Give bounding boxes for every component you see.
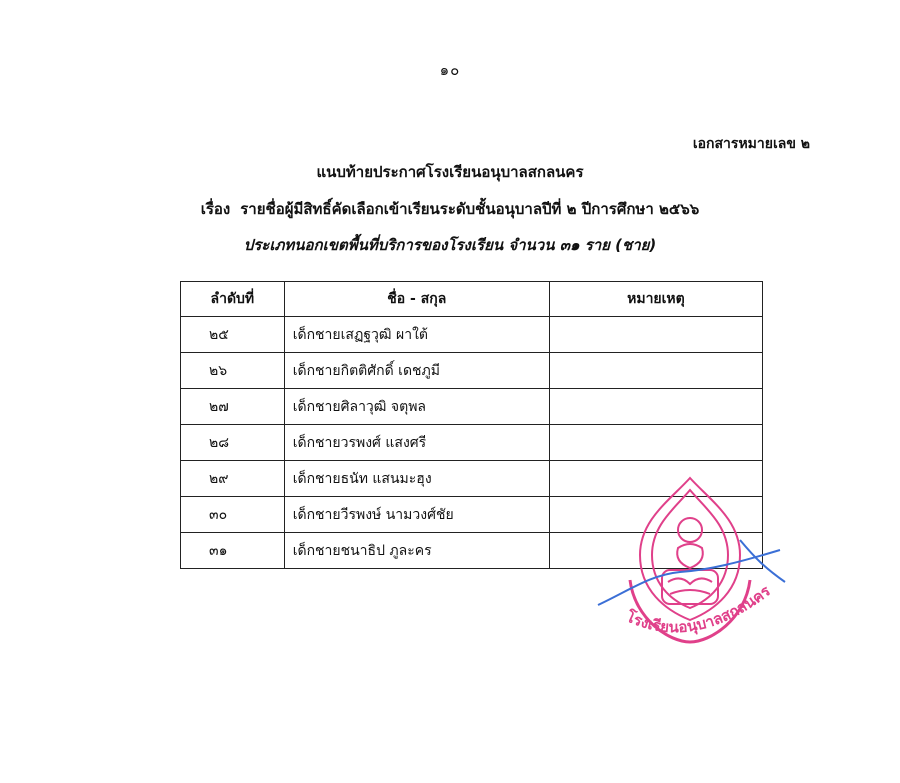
column-header-name: ชื่อ - สกุล — [284, 282, 549, 317]
row-number: ๓๐ — [181, 497, 285, 533]
row-remarks — [549, 353, 762, 389]
student-name: เด็กชายเสฏฐวุฒิ ผาใต้ — [284, 317, 549, 353]
seal-text: โรงเรียนอนุบาลสกลนคร — [623, 581, 774, 637]
category-line: ประเภทนอกเขตพื้นที่บริการของโรงเรียน จำนวน ๓๑ ราย (ชาย) — [243, 236, 657, 254]
row-remarks — [549, 317, 762, 353]
row-number: ๒๗ — [181, 389, 285, 425]
column-header-remarks: หมายเหตุ — [549, 282, 762, 317]
table-row — [181, 353, 763, 389]
row-number: ๓๑ — [181, 533, 285, 569]
table-row — [181, 317, 763, 353]
document-reference: เอกสารหมายเลข ๒ — [692, 136, 810, 152]
announcement-subject — [0, 197, 900, 221]
table-header-row — [181, 282, 763, 317]
table-row — [181, 389, 763, 425]
column-header-number: ลำดับที่ — [181, 282, 285, 317]
student-name: เด็กชายธนัท แสนมะฮุง — [284, 461, 549, 497]
subject-label: เรื่อง — [200, 200, 231, 218]
row-number: ๒๖ — [181, 353, 285, 389]
row-number: ๒๙ — [181, 461, 285, 497]
student-name: เด็กชายวรพงศ์ แสงศรี — [284, 425, 549, 461]
student-name: เด็กชายชนาธิป ภูละคร — [284, 533, 549, 569]
student-name: เด็กชายวีรพงษ์ นามวงศ์ชัย — [284, 497, 549, 533]
table-row — [181, 425, 763, 461]
announcement-title: แนบท้ายประกาศโรงเรียนอนุบาลสกลนคร — [316, 163, 584, 181]
svg-text:โรงเรียนอนุบาลสกลนคร — [622, 581, 774, 636]
student-name: เด็กชายกิตติศักดิ์ เดชภูมี — [284, 353, 549, 389]
student-name: เด็กชายศิลาวุฒิ จตุพล — [284, 389, 549, 425]
school-seal-stamp — [590, 470, 790, 660]
row-number: ๒๘ — [181, 425, 285, 461]
row-number: ๒๕ — [181, 317, 285, 353]
row-remarks — [549, 389, 762, 425]
row-remarks — [549, 425, 762, 461]
page-number: ๑๐ — [439, 61, 461, 79]
subject-text: รายชื่อผู้มีสิทธิ์คัดเลือกเข้าเรียนระดับชั้นอนุบาลปีที่ ๒ ปีการศึกษา ๒๕๖๖ — [240, 200, 700, 218]
